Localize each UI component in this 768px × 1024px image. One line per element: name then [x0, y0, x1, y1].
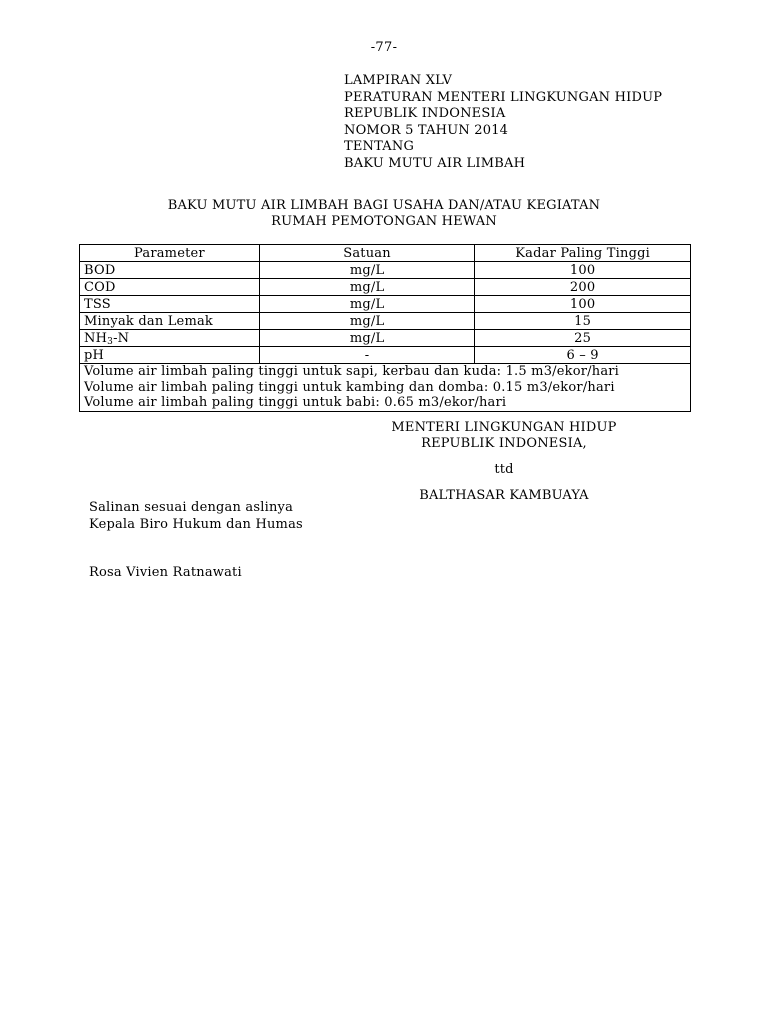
value-cell: 15 — [475, 313, 691, 330]
header-max-level: Kadar Paling Tinggi — [475, 245, 691, 262]
notes-cell — [80, 364, 691, 412]
document-title — [0, 198, 768, 230]
title-line-2: RUMAH PEMOTONGAN HEWAN — [271, 214, 497, 229]
signatory-country: REPUBLIK INDONESIA, — [421, 436, 587, 451]
value-cell: 25 — [475, 330, 691, 347]
table-row — [80, 313, 691, 330]
parameter-cell: Minyak dan Lemak — [80, 313, 260, 330]
header-line-country: REPUBLIK INDONESIA — [344, 106, 506, 121]
table-row — [80, 279, 691, 296]
copy-office: Kepala Biro Hukum dan Humas — [89, 516, 303, 532]
effluent-standards-table — [79, 244, 691, 412]
header-line-number: NOMOR 5 TAHUN 2014 — [344, 122, 509, 138]
title-line-1: BAKU MUTU AIR LIMBAH BAGI USAHA DAN/ATAU KEGIATAN — [167, 198, 601, 213]
value-cell: 200 — [475, 279, 691, 296]
unit-cell: - — [259, 347, 474, 364]
parameter-subscript: 3 — [107, 336, 114, 347]
signatory-title: MENTERI LINGKUNGAN HIDUP — [391, 420, 617, 435]
unit-cell: mg/L — [259, 313, 474, 330]
copy-statement: Salinan sesuai dengan aslinya — [89, 500, 294, 515]
parameter-cell: TSS — [80, 296, 260, 313]
parameter-cell: pH — [80, 347, 260, 364]
copy-official-name: Rosa Vivien Ratnawati — [89, 565, 242, 580]
table-row — [80, 347, 691, 364]
header-line-subject: BAKU MUTU AIR LIMBAH — [344, 155, 526, 171]
unit-cell: mg/L — [259, 330, 474, 347]
header-line-regulation: PERATURAN MENTERI LINGKUNGAN HIDUP — [344, 89, 663, 105]
signed-mark: ttd — [494, 462, 514, 477]
table-row — [80, 330, 691, 347]
header-line-attachment: LAMPIRAN XLV — [344, 73, 453, 88]
signatory-name: BALTHASAR KAMBUAYA — [419, 488, 589, 503]
header-parameter: Parameter — [80, 245, 260, 262]
unit-cell: mg/L — [259, 279, 474, 296]
table-header-row — [80, 245, 691, 262]
unit-cell: mg/L — [259, 262, 474, 279]
parameter-cell — [80, 330, 260, 347]
parameter-cell: BOD — [80, 262, 260, 279]
parameter-cell: COD — [80, 279, 260, 296]
value-cell: 100 — [475, 262, 691, 279]
parameter-suffix: -N — [113, 330, 130, 346]
page-number: -77- — [370, 40, 398, 55]
signature-block — [384, 420, 624, 504]
table-notes-row — [80, 364, 691, 412]
note-line: Volume air limbah paling tinggi untuk sapi, kerbau dan kuda: 1.5 m3/ekor/hari — [84, 364, 620, 379]
value-cell: 6 – 9 — [475, 347, 691, 364]
unit-cell: mg/L — [259, 296, 474, 313]
document-header — [344, 73, 662, 172]
certified-copy-block — [89, 500, 303, 533]
parameter-main: NH — [84, 330, 108, 346]
header-line-about: TENTANG — [344, 139, 415, 154]
note-line: Volume air limbah paling tinggi untuk kambing dan domba: 0.15 m3/ekor/hari — [84, 379, 615, 395]
header-unit: Satuan — [259, 245, 474, 262]
table-row — [80, 262, 691, 279]
value-cell: 100 — [475, 296, 691, 313]
note-line: Volume air limbah paling tinggi untuk babi: 0.65 m3/ekor/hari — [84, 395, 507, 410]
table-row — [80, 296, 691, 313]
